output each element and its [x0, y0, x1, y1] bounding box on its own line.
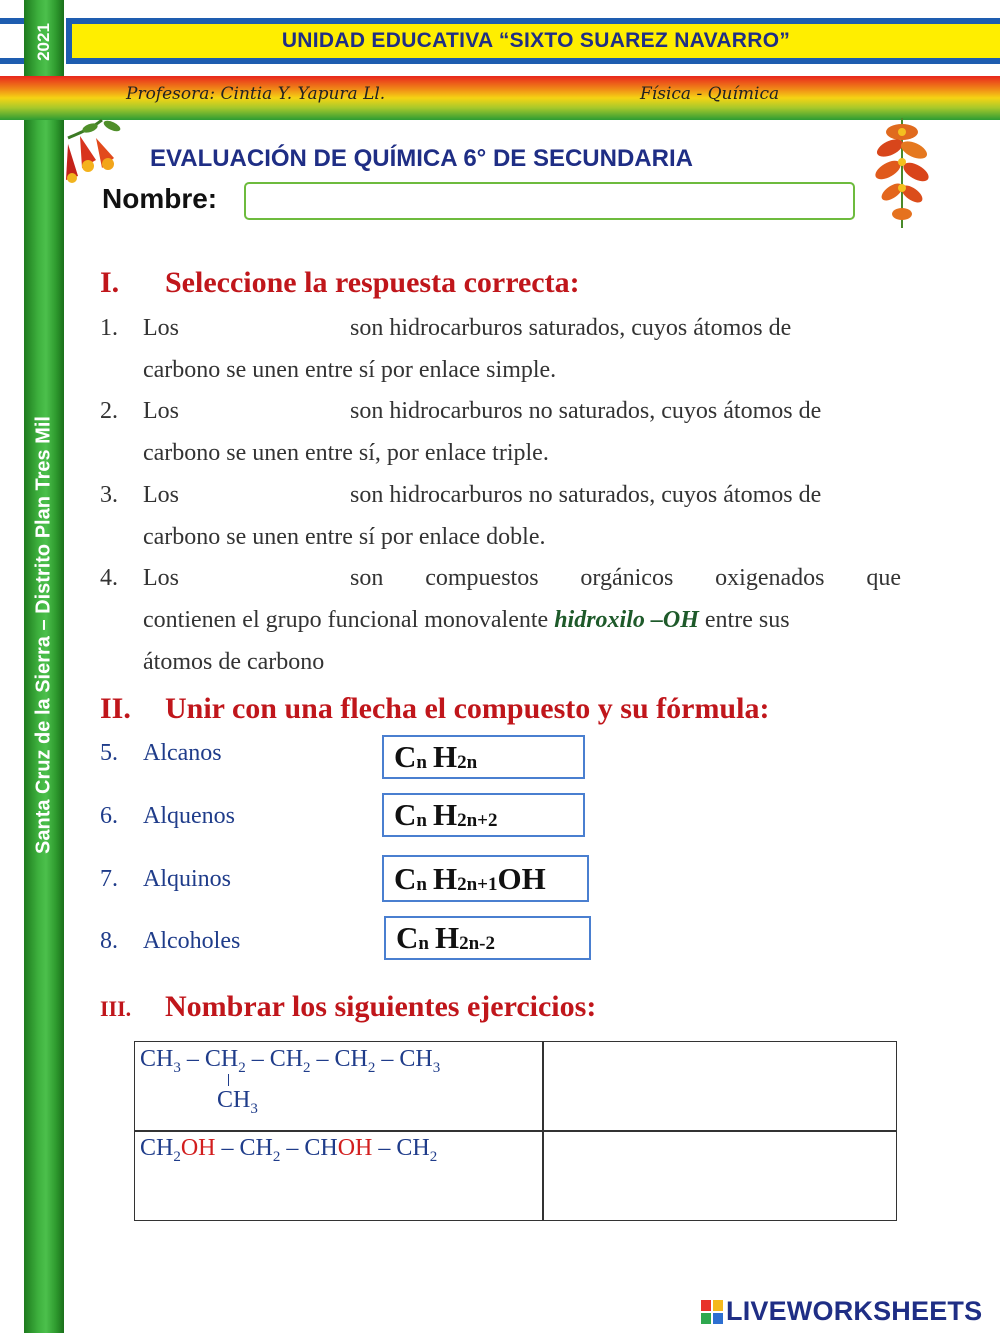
answer-cell-1[interactable]: [546, 1045, 892, 1127]
question-text: son hidrocarburos no saturados, cuyos átomos de: [350, 398, 822, 424]
year-label: 2021: [34, 23, 53, 61]
formula-box[interactable]: C n H 2n+1 OH: [382, 855, 589, 902]
liveworksheets-watermark: LIVEWORKSHEETS: [700, 1296, 982, 1327]
header-strip-bottom: [0, 58, 24, 64]
question-text: son hidrocarburos saturados, cuyos átomos de: [350, 315, 792, 341]
item-number: 5.: [100, 740, 118, 766]
question-text-cont: átomos de carbono: [143, 649, 325, 675]
formula-box[interactable]: C n H 2n+2: [382, 793, 585, 837]
question-text: son hidrocarburos no saturados, cuyos átomos de: [350, 482, 822, 508]
item-number: 6.: [100, 803, 118, 829]
section2-title: Unir con una flecha el compuesto y su fórmula:: [165, 692, 770, 725]
exercise-formula-1-branch: $CH_3$: [217, 1087, 258, 1117]
flower-right-icon: [862, 118, 940, 230]
header-strip-top: [0, 18, 24, 24]
question-lead: Los: [143, 398, 179, 424]
item-alquenos[interactable]: Alquenos: [143, 803, 235, 829]
subject-name: Física - Química: [640, 84, 780, 104]
liveworksheets-logo-icon: [700, 1299, 724, 1325]
formula-box[interactable]: C n H 2n: [382, 735, 585, 779]
formula-box[interactable]: C n H 2n-2: [384, 916, 591, 960]
question-number: 1.: [100, 315, 118, 341]
item-number: 7.: [100, 866, 118, 892]
question-text-cont: carbono se unen entre sí, por enlace triple.: [143, 440, 549, 466]
table-divider: [134, 1130, 897, 1132]
section1-title: Seleccione la respuesta correcta:: [165, 266, 580, 299]
hydroxyl-emphasis: hidroxilo –OH: [554, 607, 699, 633]
school-header: [66, 18, 1000, 64]
bond-line: [228, 1074, 229, 1086]
answer-blank[interactable]: [200, 398, 331, 426]
exercise-formula-2: $CH_2OH - CH_2$ – CHOH – $CH_2$: [140, 1135, 438, 1165]
item-alcoholes[interactable]: Alcoholes: [143, 928, 241, 954]
question-text: son compuestos orgánicos oxigenados que: [350, 565, 901, 591]
school-name: UNIDAD EDUCATIVA “SIXTO SUAREZ NAVARRO”: [281, 29, 791, 52]
question-number: 2.: [100, 398, 118, 424]
name-input[interactable]: [244, 182, 855, 220]
answer-cell-2[interactable]: [546, 1134, 892, 1217]
exam-title: EVALUACIÓN DE QUÍMICA 6° DE SECUNDARIA: [150, 145, 693, 172]
location-label: Santa Cruz de la Sierra – Distrito Plan Tres Mil: [32, 416, 55, 854]
flower-left-icon: [62, 118, 126, 190]
answer-blank[interactable]: [200, 482, 331, 510]
answer-blank[interactable]: [200, 315, 331, 343]
question-text-cont: contienen el grupo funcional monovalente hidroxilo –OH entre sus: [143, 607, 790, 633]
question-lead: Los: [143, 482, 179, 508]
question-text-cont: carbono se unen entre sí por enlace doble.: [143, 524, 546, 550]
section3-title: Nombrar los siguientes ejercicios:: [165, 990, 597, 1023]
question-lead: Los: [143, 315, 179, 341]
section3-number: III.: [100, 996, 132, 1021]
exercise-formula-1: $CH_3 - CH_2 - CH_2 - CH_2 - CH_3$: [140, 1046, 441, 1076]
question-number: 3.: [100, 482, 118, 508]
item-alquinos[interactable]: Alquinos: [143, 866, 232, 892]
answer-blank[interactable]: [200, 565, 331, 593]
section1-number: I.: [100, 266, 120, 299]
question-lead: Los: [143, 565, 179, 591]
item-number: 8.: [100, 928, 118, 954]
teacher-name: Profesora: Cintia Y. Yapura Ll.: [126, 84, 386, 104]
name-label: Nombre:: [102, 183, 218, 214]
item-alcanos[interactable]: Alcanos: [143, 740, 222, 766]
question-number: 4.: [100, 565, 118, 591]
section2-number: II.: [100, 692, 131, 725]
question-text-cont: carbono se unen entre sí por enlace simple.: [143, 357, 557, 383]
